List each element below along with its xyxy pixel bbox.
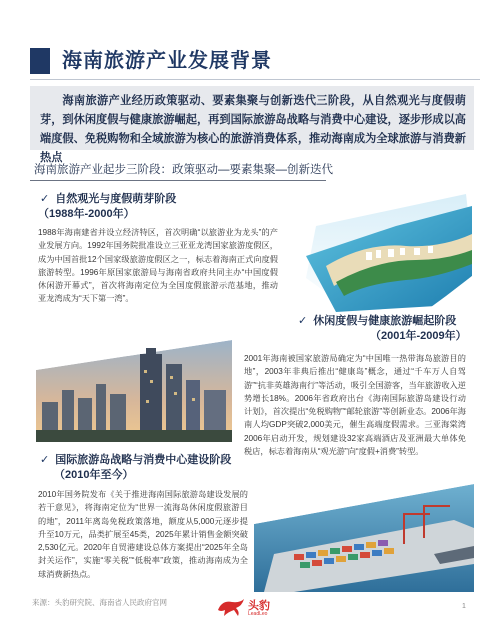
logo-subtext: LeadLeo xyxy=(248,611,268,617)
section1-title-line2: （1988年-2000年） xyxy=(38,208,135,220)
coastline-image xyxy=(296,186,472,318)
title-accent-block xyxy=(30,48,50,74)
summary-box: 海南旅游产业经历政策驱动、要素集聚与创新迭代三阶段，从自然观光与度假萌芽，到休闲度假与健康旅游崛起，再到国际旅游岛战略与消费中心建设，逐步形成以高端度假、免税购物和全域旅游为核心的旅游消费体系，推动海南成为全球旅游与消费新热点 xyxy=(30,86,474,150)
section2-title-line2: （2001年-2009年） xyxy=(370,330,467,342)
section1-text: 1988年海南建省并设立经济特区，首次明确“以旅游业为龙头”的产业发展方向。1992年国务院批准设立三亚亚龙湾国家旅游度假区，成为中国首批12个国家级旅游度假区之一，标志着海南正式向度假旅游转型。1996年原国家旅游局与海南省政府共同主办“中国度假休闲游开幕式”，首次将海南定位为全国度假旅游示范基地，推动亚龙湾成为“天下第一湾”。 xyxy=(38,228,278,304)
footer-source: 来源：头豹研究院、海南省人民政府官网 xyxy=(32,598,167,607)
stage-divider xyxy=(30,180,326,181)
check-icon: ✓ xyxy=(40,454,50,466)
section2-title-line1: 休闲度假与健康旅游崛起阶段 xyxy=(313,315,457,327)
section3-title-line2: （2010年至今） xyxy=(54,469,134,481)
port-illustration xyxy=(254,484,474,592)
page-number: 1 xyxy=(462,603,466,610)
logo-text: 头豹 xyxy=(248,600,270,612)
section3-title xyxy=(40,453,231,483)
city-skyline-illustration xyxy=(36,340,232,442)
section2-text: 2001年海南被国家旅游局确定为“中国唯一热带海岛旅游目的地”，2003年非典后推出“健康岛”概念，通过“千车万人自驾游”“抗非英雄海南行”等活动，吸引全国游客，当年旅游收入逆势增长18%。2006年省政府出台《海南国际旅游岛建设行动计划》，首次提出“免税购物”“邮轮旅游”等创新业态。2006年海南人均GDP突破2,000美元，催生高端度假需求。三亚海棠湾2006年启动开发，规划建设32家高端酒店及亚洲最大单体免税店，标志着海南从“观光游”向“度假+消费”转型。 xyxy=(244,354,466,457)
section1-title-line1: 自然观光与度假萌芽阶段 xyxy=(55,193,177,205)
check-icon: ✓ xyxy=(298,315,308,327)
page-title: 海南旅游产业发展背景 xyxy=(62,50,272,72)
leopard-logo-icon xyxy=(216,596,246,618)
section1-title xyxy=(40,192,176,222)
check-icon: ✓ xyxy=(40,193,50,205)
title-divider xyxy=(30,79,480,80)
city-skyline-image xyxy=(36,340,232,442)
title-row xyxy=(30,48,480,78)
coastline-illustration xyxy=(296,186,472,318)
stage-heading: 海南旅游产业起步三阶段：政策驱动—要素集聚—创新迭代 xyxy=(34,164,333,176)
section3-title-line1: 国际旅游岛战略与消费中心建设阶段 xyxy=(55,454,232,466)
section3-text: 2010年国务院发布《关于推进海南国际旅游岛建设发展的若干意见》，将海南定位为“世界一流海岛休闲度假旅游目的地”，2011年离岛免税政策落地，额度从5,000元逐步提升至10万元，品类扩展至45类，2025年累计销售金额突破2,530亿元。2020年自贸港建设总体方案提出“2025年全岛封关运作”，实施“零关税”“低税率”政策，推动海南成为全球消费新热点。 xyxy=(38,490,248,579)
port-image xyxy=(254,484,474,592)
section2-title xyxy=(298,314,467,344)
